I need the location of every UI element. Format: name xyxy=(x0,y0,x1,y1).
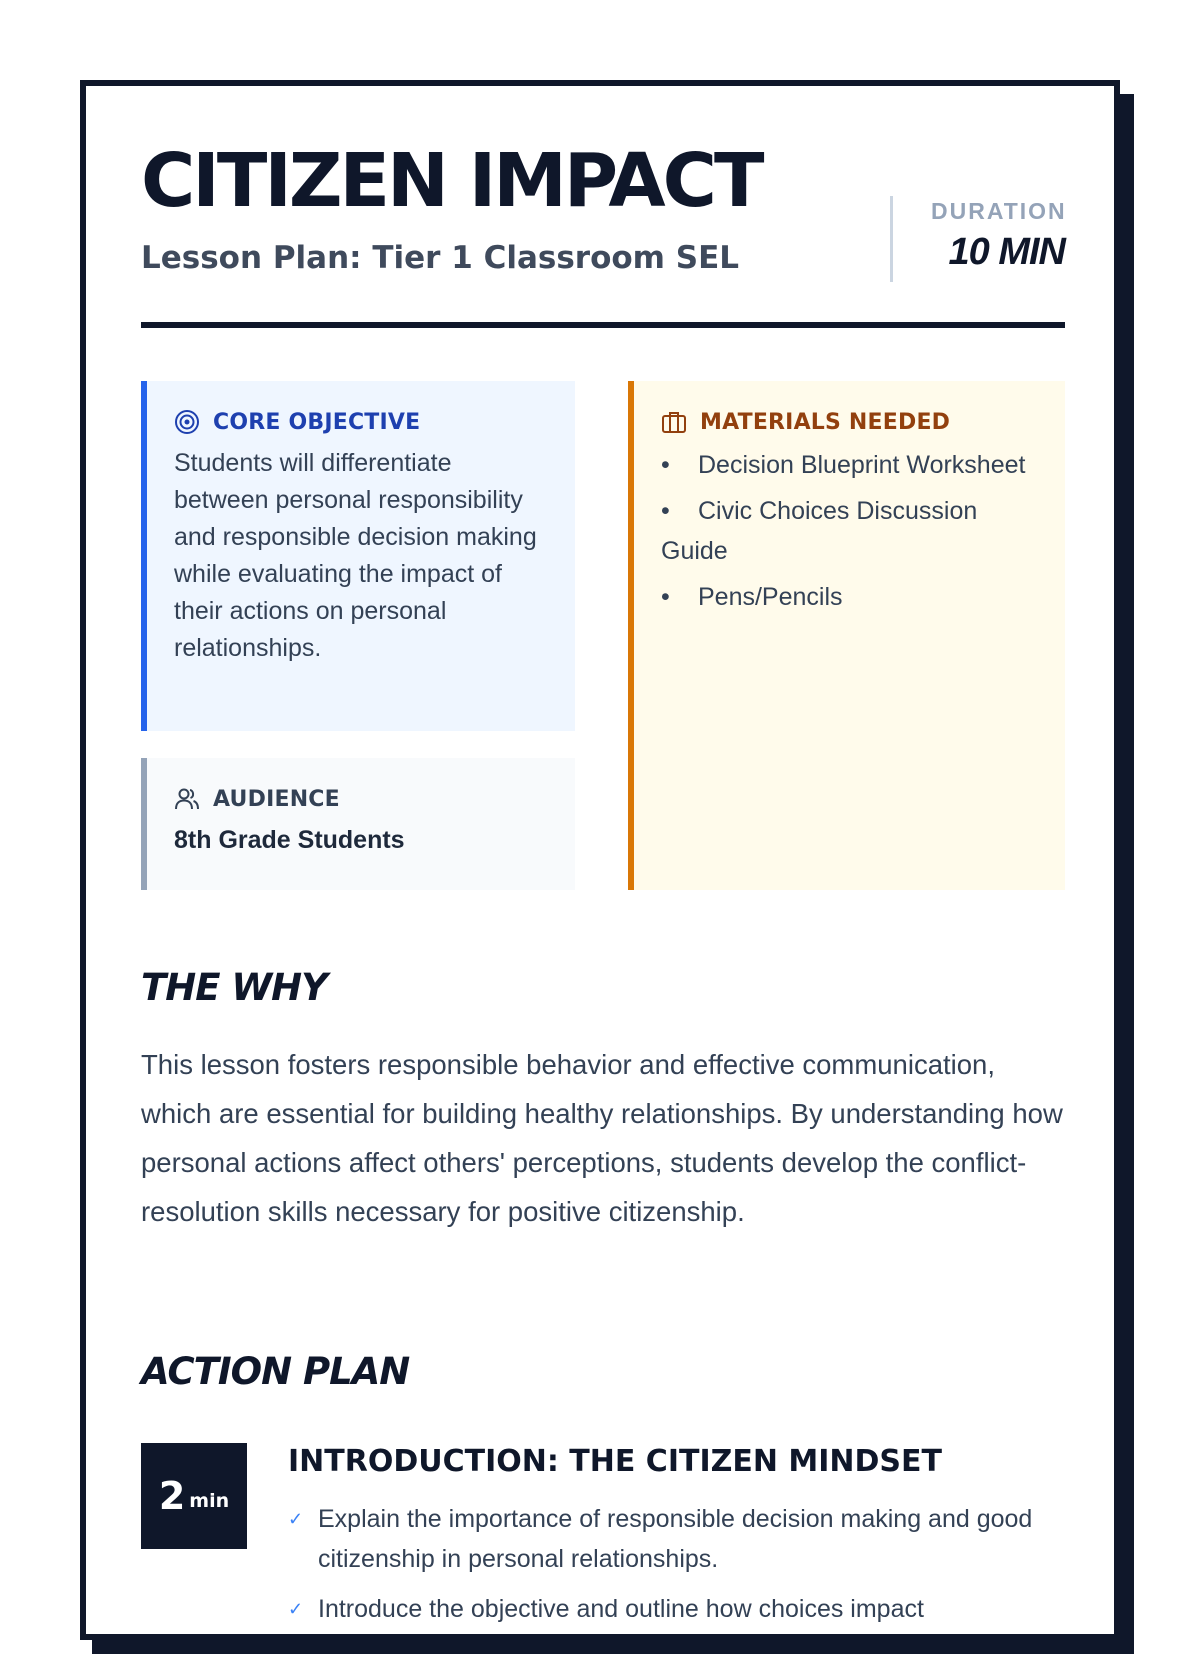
bullet-icon: • xyxy=(661,583,670,611)
audience-header xyxy=(174,784,549,814)
material-label: Decision Blueprint Worksheet xyxy=(698,451,1026,479)
step-minutes: 2 xyxy=(158,1474,186,1518)
target-icon xyxy=(174,409,200,435)
check-icon: ✓ xyxy=(288,1509,304,1529)
materials-list xyxy=(661,445,1039,617)
action-plan-heading: ACTION PLAN xyxy=(141,1350,410,1393)
step-item-text: Introduce the objective and outline how choices impact xyxy=(318,1595,924,1623)
step-duration-badge xyxy=(141,1443,247,1549)
duration-box xyxy=(890,196,1065,282)
header-divider xyxy=(141,322,1065,328)
audience-title: AUDIENCE xyxy=(213,786,340,812)
page-title: CITIZEN IMPACT xyxy=(141,138,762,224)
bullet-icon: • xyxy=(661,451,670,479)
materials-panel xyxy=(628,381,1065,890)
audience-panel xyxy=(141,758,575,890)
list-item xyxy=(661,577,1039,617)
step-item-text: Explain the importance of responsible decision making and good citizenship in personal relationships. xyxy=(318,1505,1033,1573)
materials-header xyxy=(661,407,1039,437)
material-label: Pens/Pencils xyxy=(698,583,843,611)
objective-title: CORE OBJECTIVE xyxy=(213,409,421,435)
audience-text: 8th Grade Students xyxy=(174,826,405,854)
duration-label: DURATION xyxy=(931,198,1067,224)
why-heading: THE WHY xyxy=(141,966,327,1009)
list-item xyxy=(288,1589,1048,1629)
check-icon: ✓ xyxy=(288,1599,304,1619)
step-minutes-unit: min xyxy=(189,1490,230,1512)
materials-title: MATERIALS NEEDED xyxy=(700,409,951,435)
lesson-plan-card xyxy=(80,80,1120,1640)
page-subtitle: Lesson Plan: Tier 1 Classroom SEL xyxy=(141,240,740,276)
material-label: Civic Choices Discussion Guide xyxy=(661,497,978,565)
objective-header xyxy=(174,407,549,437)
list-item xyxy=(661,491,1039,571)
why-text: This lesson fosters responsible behavior and effective communication, which are essential for building healthy relationships. By understanding how personal actions affect others' perceptions, students develop the conflict-resolution skills necessary for positive citizenship. xyxy=(141,1049,1063,1227)
duration-value: 10 MIN xyxy=(948,231,1065,273)
users-icon xyxy=(174,786,200,812)
list-item xyxy=(661,445,1039,485)
objective-panel xyxy=(141,381,575,731)
briefcase-icon xyxy=(661,409,687,435)
step-item-list xyxy=(288,1499,1048,1639)
bullet-icon: • xyxy=(661,497,670,525)
list-item xyxy=(288,1499,1048,1579)
step-title: INTRODUCTION: THE CITIZEN MINDSET xyxy=(288,1444,942,1479)
objective-text: Students will differentiate between personal responsibility and responsible decision making while evaluating the impact of their actions on personal relationships. xyxy=(174,449,537,662)
